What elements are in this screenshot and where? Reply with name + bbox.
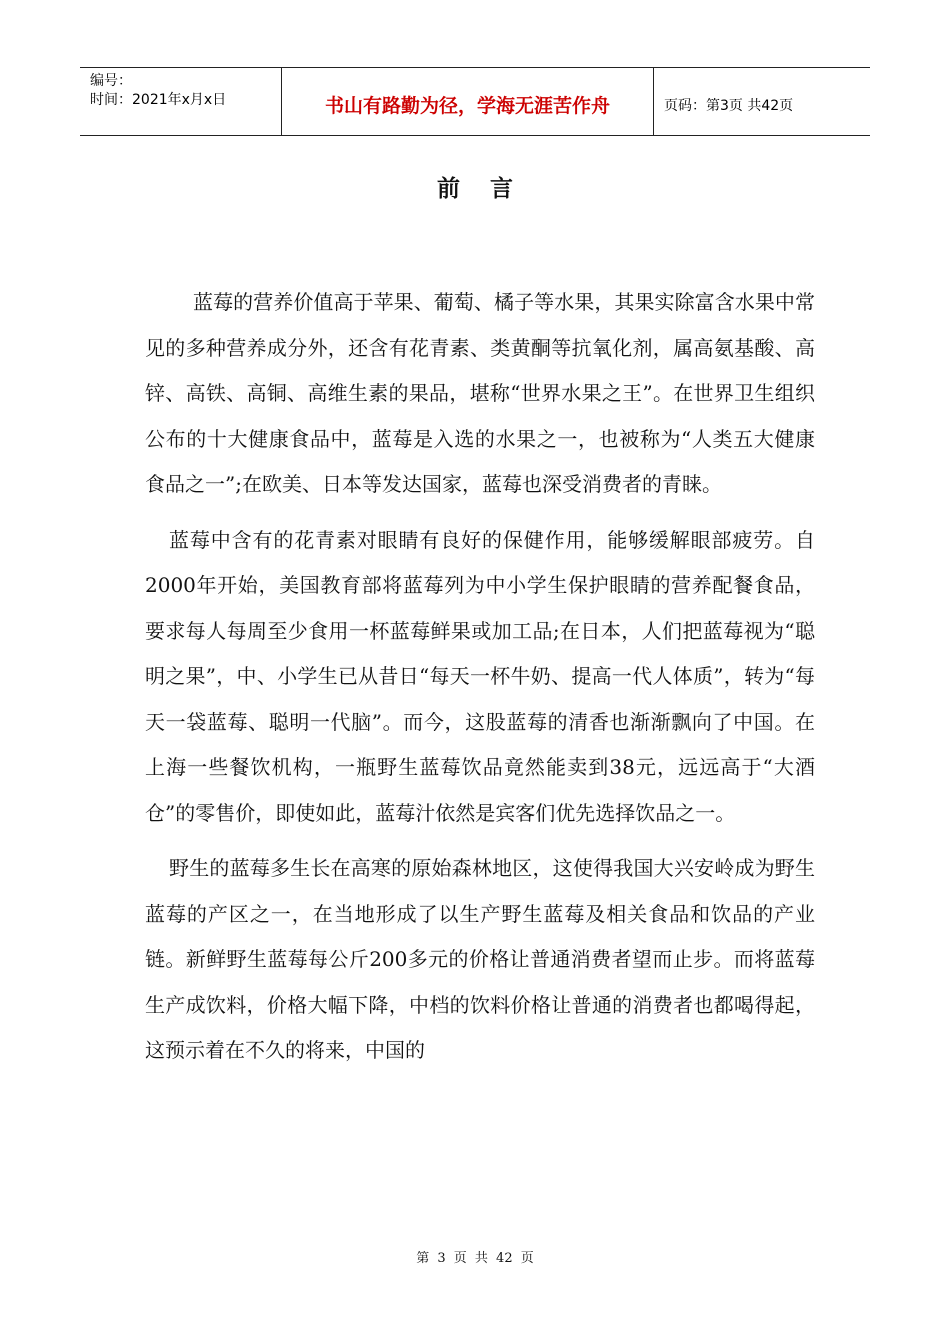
paragraph-1: 蓝莓的营养价值高于苹果、葡萄、橘子等水果，其果实除富含水果中常见的多种营养成分外，还含有花青素、类黄酮等抗氧化剂，属高氨基酸、高锌、高铁、高铜、高维生素的果品，堪称“世界水果之王”。在世界卫生组织公布的十大健康食品中，蓝莓是入选的水果之一，也被称为“人类五大健康食品之一”;在欧美、日本等发达国家，蓝莓也深受消费者的青睐。: [145, 290, 815, 496]
paragraph-3: 野生的蓝莓多生长在高寒的原始森林地区，这使得我国大兴安岭成为野生蓝莓的产区之一，在当地形成了以生产野生蓝莓及相关食品和饮品的产业链。新鲜野生蓝莓每公斤200多元的价格让普通消费者望而止步。而将蓝莓生产成饮料，价格大幅下降，中档的饮料价格让普通的消费者也都喝得起，这预示着在不久的将来，中国的: [145, 856, 815, 1062]
page-title: 前言: [437, 175, 543, 202]
number-label: 编号：: [90, 73, 132, 89]
document-header: [80, 67, 870, 136]
paragraph-2: 蓝莓中含有的花青素对眼睛有良好的保健作用，能够缓解眼部疲劳。自2000年开始，美国教育部将蓝莓列为中小学生保护眼睛的营养配餐食品，要求每人每周至少食用一杯蓝莓鲜果或加工品;在日本，人们把蓝莓视为“聪明之果”，中、小学生已从昔日“每天一杯牛奶、提高一代人体质”，转为“每天一袋蓝莓、聪明一代脑”。而今，这股蓝莓的清香也渐渐飘向了中国。在上海一些餐饮机构，一瓶野生蓝莓饮品竟然能卖到38元，远远高于“大酒仓”的零售价，即使如此，蓝莓汁依然是宾客们优先选择饮品之一。: [145, 527, 815, 825]
header-meta: [80, 68, 282, 135]
time-label: 时间：2021年x月x日: [90, 92, 227, 108]
header-page-info: 页码：第3页 共42页: [664, 97, 794, 114]
header-motto: 书山有路勤为径，学海无涯苦作舟: [282, 68, 654, 135]
page-footer: 第 3 页 共 42 页: [416, 1251, 534, 1266]
body-text: [145, 280, 815, 1074]
